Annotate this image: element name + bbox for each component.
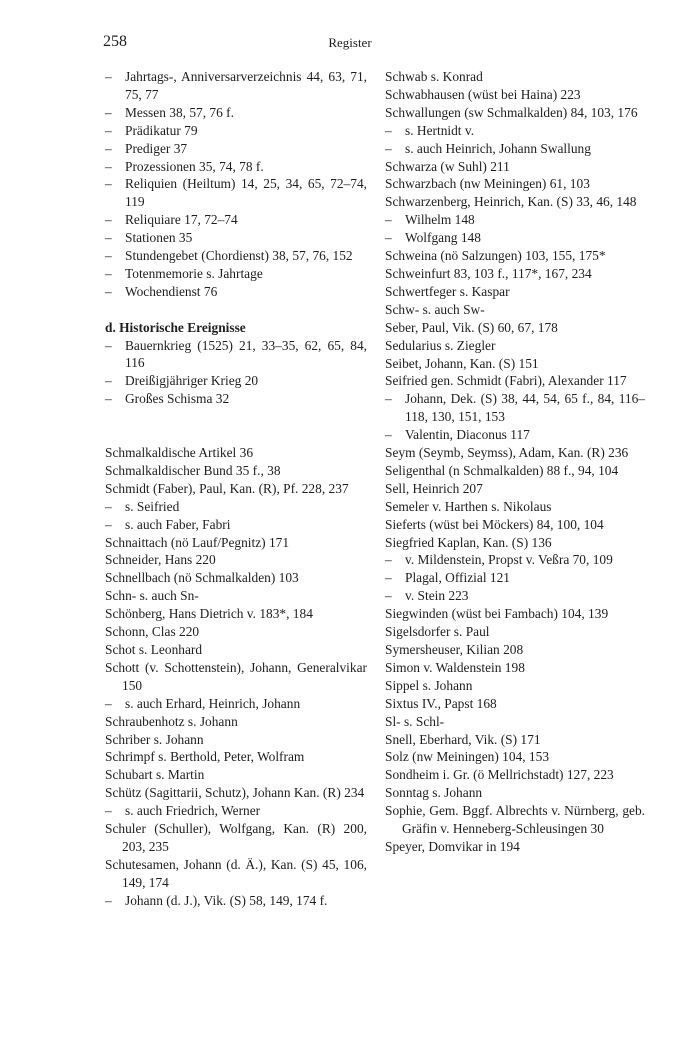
subentry-text: Prädikatur 79 (125, 122, 198, 138)
index-entry: Sixtus IV., Papst 168 (385, 695, 497, 711)
index-subentry (105, 802, 367, 820)
subentry-text: Wochendienst 76 (125, 283, 218, 299)
index-entry: Seber, Paul, Vik. (S) 60, 67, 178 (385, 319, 558, 335)
subentry-dash: – (105, 104, 112, 120)
index-entry: Solz (nw Meiningen) 104, 153 (385, 749, 550, 765)
subentry-dash: – (105, 69, 112, 84)
subentry-dash: – (105, 265, 112, 281)
section-spacer (105, 408, 367, 444)
index-entry: Schuler (Schuller), Wolfgang, Kan. (R) 200, 203, 235 (105, 821, 367, 854)
subentry-text: Wolfgang 148 (405, 230, 481, 246)
index-subentry (105, 516, 367, 534)
index-entry: Schwarzenberg, Heinrich, Kan. (S) 33, 46, 148 (385, 194, 637, 210)
index-entry: Simon v. Waldenstein 198 (385, 659, 525, 675)
index-entry: Schot s. Leonhard (105, 641, 203, 657)
subentry-dash: – (105, 230, 112, 246)
subentry-text: Stationen 35 (125, 230, 193, 246)
index-entry: Schwallungen (sw Schmalkalden) 84, 103, 176 (385, 104, 638, 120)
subentry-text: Messen 38, 57, 76 f. (125, 104, 234, 120)
subentry-dash: – (385, 427, 392, 443)
index-entry: Schott (v. Schottenstein), Johann, Generalvikar 150 (105, 659, 367, 693)
subentry-dash: – (385, 552, 392, 568)
index-subentry (105, 247, 367, 265)
index-entry: Seligenthal (n Schmalkalden) 88 f., 94, 104 (385, 462, 619, 478)
subentry-text: Totenmemorie s. Jahrtage (125, 265, 263, 281)
section-spacer (105, 301, 367, 319)
subentry-text: Prediger 37 (125, 140, 188, 156)
index-entry: Schwarzbach (nw Meiningen) 61, 103 (385, 176, 590, 192)
index-subentry (105, 122, 367, 140)
index-subentry (105, 104, 367, 122)
index-entry: Sigelsdorfer s. Paul (385, 624, 490, 640)
index-entry: Siegwinden (wüst bei Fambach) 104, 139 (385, 606, 609, 622)
index-subentry (105, 372, 367, 390)
subentry-dash: – (105, 516, 112, 532)
index-subentry (385, 569, 645, 587)
index-entry: Schn- s. auch Sn- (105, 588, 199, 604)
subentry-text: Prozessionen 35, 74, 78 f. (125, 158, 264, 174)
index-subentry (105, 390, 367, 408)
index-entry: Schütz (Sagittarii, Schutz), Johann Kan. (R) 234 (105, 785, 365, 801)
index-entry: Schweinfurt 83, 103 f., 117*, 167, 234 (385, 265, 592, 281)
subentry-text: v. Mildenstein, Propst v. Veßra 70, 109 (405, 552, 613, 568)
index-entry: Siegfried Kaplan, Kan. (S) 136 (385, 534, 552, 550)
index-entry: Sondheim i. Gr. (ö Mellrichstadt) 127, 223 (385, 767, 614, 783)
index-subentry (385, 122, 645, 140)
index-entry: Schonn, Clas 220 (105, 624, 200, 640)
index-subentry (105, 68, 367, 104)
index-subentry (105, 175, 367, 211)
subentry-dash: – (105, 176, 112, 192)
index-entry: Schmalkaldische Artikel 36 (105, 445, 254, 460)
index-entry: Schönberg, Hans Dietrich v. 183*, 184 (105, 606, 313, 622)
subentry-text: Dreißigjähriger Krieg 20 (125, 373, 259, 389)
subentry-dash: – (105, 283, 112, 299)
subentry-text: Bauernkrieg (1525) 21, 33–35, 62, 65, 84, 116 (125, 337, 367, 371)
index-subentry (385, 551, 645, 569)
index-subentry (105, 498, 367, 516)
index-subentry (105, 211, 367, 229)
subentry-text: Wilhelm 148 (405, 212, 475, 228)
index-entry: Schraubenhotz s. Johann (105, 713, 238, 729)
index-entry: Schweina (nö Salzungen) 103, 155, 175* (385, 248, 606, 264)
section-heading: d. Historische Ereignisse (105, 319, 246, 335)
subentry-text: s. auch Friedrich, Werner (125, 803, 261, 819)
index-subentry (385, 229, 645, 247)
subentry-text: s. auch Heinrich, Johann Swallung (405, 140, 591, 156)
index-entry: Schutesamen, Johann (d. Ä.), Kan. (S) 45, 106, 149, 174 (105, 856, 367, 890)
index-entry: Schmalkaldischer Bund 35 f., 38 (105, 462, 281, 478)
subentry-dash: – (385, 570, 392, 586)
subentry-dash: – (105, 391, 112, 407)
subentry-dash: – (105, 158, 112, 174)
subentry-text: Jahrtags-, Anniversarverzeichnis 44, 63, 71, 75, 77 (125, 69, 367, 102)
index-subentry (105, 892, 367, 910)
index-entry: Seym (Seymb, Seymss), Adam, Kan. (R) 236 (385, 445, 629, 461)
subentry-dash: – (105, 248, 112, 264)
index-entry: Schnellbach (nö Schmalkalden) 103 (105, 570, 299, 586)
subentry-dash: – (105, 212, 112, 228)
subentry-dash: – (105, 498, 112, 514)
index-entry: Sonntag s. Johann (385, 785, 483, 801)
index-entry: Sl- s. Schl- (385, 713, 445, 729)
index-entry: Sieferts (wüst bei Möckers) 84, 100, 104 (385, 516, 604, 532)
index-entry: Snell, Eberhard, Vik. (S) 171 (385, 731, 541, 747)
index-entry: Seifried gen. Schmidt (Fabri), Alexander 117 (385, 373, 627, 389)
subentry-dash: – (385, 140, 392, 156)
index-subentry (105, 337, 367, 373)
index-entry: Schwertfeger s. Kaspar (385, 283, 510, 299)
index-subentry (385, 587, 645, 605)
index-entry: Sophie, Gem. Bggf. Albrechts v. Nürnberg, geb. Gräfin v. Henneberg-Schleusingen 30 (385, 803, 645, 837)
index-entry: Speyer, Domvikar in 194 (385, 838, 520, 854)
index-column-left (105, 68, 367, 910)
index-subentry (105, 158, 367, 176)
index-entry: Sell, Heinrich 207 (385, 480, 483, 496)
index-subentry (385, 211, 645, 229)
page-number: 258 (103, 33, 127, 50)
subentry-dash: – (105, 803, 112, 819)
subentry-text: Johann (d. J.), Vik. (S) 58, 149, 174 f. (125, 892, 328, 908)
subentry-dash: – (105, 695, 112, 711)
subentry-text: Plagal, Offizial 121 (405, 570, 510, 586)
index-entry: Schwabhausen (wüst bei Haina) 223 (385, 86, 581, 102)
index-entry: Schw- s. auch Sw- (385, 301, 485, 317)
index-subentry (105, 229, 367, 247)
subentry-dash: – (105, 122, 112, 138)
subentry-text: Reliquiare 17, 72–74 (125, 212, 238, 228)
subentry-text: Valentin, Diaconus 117 (405, 427, 530, 443)
subentry-dash: – (105, 140, 112, 156)
index-subentry (385, 140, 645, 158)
index-entry: Schriber s. Johann (105, 731, 204, 747)
index-entry: Schnaittach (nö Lauf/Pegnitz) 171 (105, 534, 290, 550)
index-entry: Schwab s. Konrad (385, 69, 483, 84)
subentry-dash: – (385, 122, 392, 138)
index-entry: Symersheuser, Kilian 208 (385, 642, 524, 657)
index-subentry (105, 695, 367, 713)
subentry-dash: – (105, 892, 112, 908)
subentry-text: s. auch Erhard, Heinrich, Johann (125, 695, 301, 711)
subentry-text: s. auch Faber, Fabri (125, 516, 231, 532)
subentry-text: s. Hertnidt v. (405, 122, 475, 138)
index-entry: Schubart s. Martin (105, 767, 205, 783)
index-subentry (105, 265, 367, 283)
index-entry: Semeler v. Harthen s. Nikolaus (385, 498, 552, 514)
running-head: Register (328, 35, 372, 50)
index-entry: Schmidt (Faber), Paul, Kan. (R), Pf. 228, 237 (105, 480, 349, 496)
subentry-dash: – (385, 212, 392, 228)
index-entry: Sedularius s. Ziegler (385, 337, 496, 353)
index-subentry (105, 140, 367, 158)
index-subentry (385, 390, 645, 426)
subentry-text: Großes Schisma 32 (125, 391, 230, 407)
subentry-dash: – (105, 337, 112, 353)
subentry-text: Johann, Dek. (S) 38, 44, 54, 65 f., 84, 116–118, 130, 151, 153 (405, 391, 645, 425)
subentry-dash: – (105, 373, 112, 389)
subentry-text: Stundengebet (Chordienst) 38, 57, 76, 152 (125, 248, 353, 264)
index-column-right (385, 68, 645, 856)
subentry-dash: – (385, 230, 392, 246)
index-entry: Schrimpf s. Berthold, Peter, Wolfram (105, 749, 305, 765)
index-entry: Sippel s. Johann (385, 677, 473, 693)
subentry-dash: – (385, 391, 392, 407)
index-entry: Schneider, Hans 220 (105, 552, 216, 568)
index-entry: Schwarza (w Suhl) 211 (385, 158, 510, 174)
subentry-text: s. Seifried (125, 498, 180, 514)
index-subentry (385, 426, 645, 444)
subentry-text: Reliquien (Heiltum) 14, 25, 34, 65, 72–74, 119 (125, 176, 367, 210)
index-subentry (105, 283, 367, 301)
index-entry: Seibet, Johann, Kan. (S) 151 (385, 355, 539, 371)
subentry-text: v. Stein 223 (405, 588, 469, 604)
subentry-dash: – (385, 588, 392, 604)
